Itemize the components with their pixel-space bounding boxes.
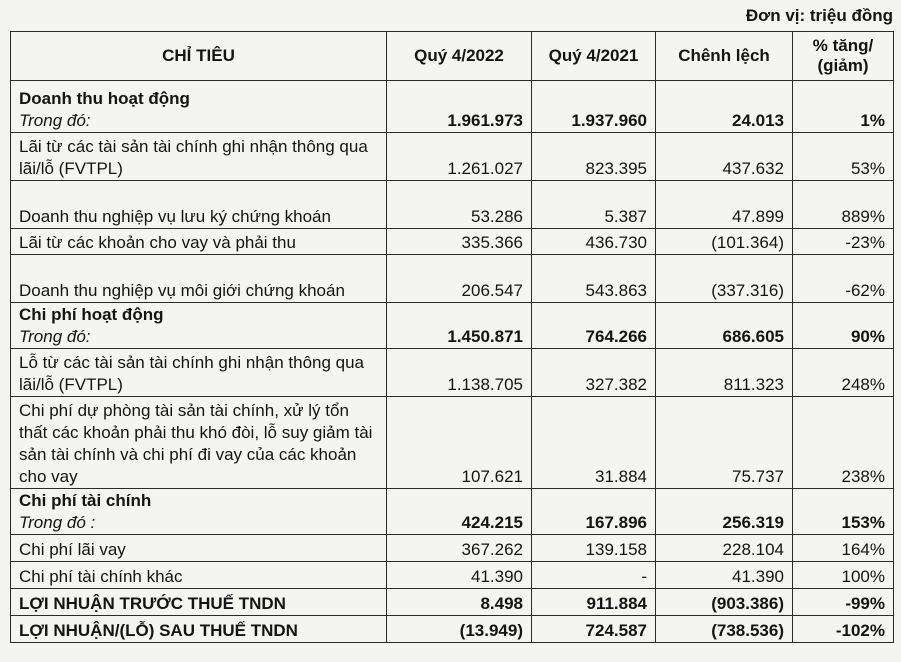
value-q4-2021: 31.884 bbox=[532, 397, 656, 489]
value-pct: -23% bbox=[793, 229, 894, 255]
value-q4-2022: 53.286 bbox=[387, 181, 532, 229]
value-q4-2021: 543.863 bbox=[532, 255, 656, 303]
value-q4-2022: 424.215 bbox=[387, 489, 532, 535]
value-pct: 248% bbox=[793, 349, 894, 397]
value-pct: 100% bbox=[793, 562, 894, 589]
section-row-finexp bbox=[11, 489, 894, 535]
row-label: LỢI NHUẬN TRƯỚC THUẾ TNDN bbox=[11, 589, 387, 616]
value-diff: 686.605 bbox=[656, 303, 793, 349]
header-diff: Chênh lệch bbox=[656, 32, 793, 81]
value-q4-2021: 327.382 bbox=[532, 349, 656, 397]
unit-note: Đơn vị: triệu đồng bbox=[745, 6, 893, 25]
table-row bbox=[11, 229, 894, 255]
row-label: LỢI NHUẬN/(LỖ) SAU THUẾ TNDN bbox=[11, 616, 387, 643]
value-q4-2021: - bbox=[532, 562, 656, 589]
value-pct: -62% bbox=[793, 255, 894, 303]
financial-table bbox=[10, 31, 894, 643]
value-pct: 164% bbox=[793, 535, 894, 562]
value-pct: 889% bbox=[793, 181, 894, 229]
section-title: Chi phí tài chính bbox=[19, 491, 152, 510]
value-diff: 75.737 bbox=[656, 397, 793, 489]
row-label: Chi phí tài chính khác bbox=[11, 562, 387, 589]
table-row bbox=[11, 349, 894, 397]
row-label: Lãi từ các khoản cho vay và phải thu bbox=[11, 229, 387, 255]
table-row bbox=[11, 133, 894, 181]
value-q4-2022: 367.262 bbox=[387, 535, 532, 562]
value-q4-2022: 335.366 bbox=[387, 229, 532, 255]
section-title: Chi phí hoạt động bbox=[19, 305, 164, 324]
row-label: Lỗ từ các tài sản tài chính ghi nhận thông qua lãi/lỗ (FVTPL) bbox=[11, 349, 387, 397]
value-q4-2022: 1.261.027 bbox=[387, 133, 532, 181]
header-q4-2022: Quý 4/2022 bbox=[387, 32, 532, 81]
table-row bbox=[11, 562, 894, 589]
section-subtitle: Trong đó: bbox=[19, 327, 91, 346]
value-q4-2021: 436.730 bbox=[532, 229, 656, 255]
header-indicator: CHỈ TIÊU bbox=[11, 32, 387, 81]
section-subtitle: Trong đó: bbox=[19, 111, 91, 130]
section-subtitle: Trong đó : bbox=[19, 513, 96, 532]
value-pct: 153% bbox=[793, 489, 894, 535]
section-label-cell bbox=[11, 303, 387, 349]
section-label-cell bbox=[11, 81, 387, 133]
value-diff: 41.390 bbox=[656, 562, 793, 589]
value-q4-2021: 911.884 bbox=[532, 589, 656, 616]
value-diff: 256.319 bbox=[656, 489, 793, 535]
value-q4-2021: 167.896 bbox=[532, 489, 656, 535]
value-pct: 90% bbox=[793, 303, 894, 349]
value-q4-2021: 764.266 bbox=[532, 303, 656, 349]
value-diff: (101.364) bbox=[656, 229, 793, 255]
value-pct: 238% bbox=[793, 397, 894, 489]
value-q4-2022: 1.961.973 bbox=[387, 81, 532, 133]
table-row bbox=[11, 397, 894, 489]
value-q4-2021: 724.587 bbox=[532, 616, 656, 643]
header-q4-2021: Quý 4/2021 bbox=[532, 32, 656, 81]
row-label: Chi phí dự phòng tài sản tài chính, xử lý tổn thất các khoản phải thu khó đòi, lỗ suy giảm tài sản tài chính và chi phí đi vay của các khoản cho vay bbox=[11, 397, 387, 489]
value-q4-2022: 41.390 bbox=[387, 562, 532, 589]
section-label-cell bbox=[11, 489, 387, 535]
value-q4-2022: 1.450.871 bbox=[387, 303, 532, 349]
table-row bbox=[11, 616, 894, 643]
row-label: Doanh thu nghiệp vụ môi giới chứng khoán bbox=[11, 255, 387, 303]
value-diff: 811.323 bbox=[656, 349, 793, 397]
value-q4-2022: 206.547 bbox=[387, 255, 532, 303]
value-q4-2021: 139.158 bbox=[532, 535, 656, 562]
table-row bbox=[11, 181, 894, 229]
row-label: Lãi từ các tài sản tài chính ghi nhận thông qua lãi/lỗ (FVTPL) bbox=[11, 133, 387, 181]
value-pct: -102% bbox=[793, 616, 894, 643]
section-row-opex bbox=[11, 303, 894, 349]
value-pct: 1% bbox=[793, 81, 894, 133]
value-q4-2022: 8.498 bbox=[387, 589, 532, 616]
value-diff: (337.316) bbox=[656, 255, 793, 303]
value-q4-2021: 1.937.960 bbox=[532, 81, 656, 133]
header-row bbox=[11, 32, 894, 81]
table-row bbox=[11, 535, 894, 562]
value-q4-2022: 1.138.705 bbox=[387, 349, 532, 397]
table-row bbox=[11, 589, 894, 616]
value-pct: -99% bbox=[793, 589, 894, 616]
section-row-revenue bbox=[11, 81, 894, 133]
value-diff: 47.899 bbox=[656, 181, 793, 229]
value-diff: 437.632 bbox=[656, 133, 793, 181]
value-diff: 24.013 bbox=[656, 81, 793, 133]
value-pct: 53% bbox=[793, 133, 894, 181]
row-label: Chi phí lãi vay bbox=[11, 535, 387, 562]
value-diff: 228.104 bbox=[656, 535, 793, 562]
value-q4-2022: 107.621 bbox=[387, 397, 532, 489]
section-title: Doanh thu hoạt động bbox=[19, 89, 190, 108]
value-q4-2021: 823.395 bbox=[532, 133, 656, 181]
table-row bbox=[11, 255, 894, 303]
row-label: Doanh thu nghiệp vụ lưu ký chứng khoán bbox=[11, 181, 387, 229]
value-diff: (903.386) bbox=[656, 589, 793, 616]
value-q4-2021: 5.387 bbox=[532, 181, 656, 229]
value-diff: (738.536) bbox=[656, 616, 793, 643]
header-pct: % tăng/ (giảm) bbox=[793, 32, 894, 81]
value-q4-2022: (13.949) bbox=[387, 616, 532, 643]
